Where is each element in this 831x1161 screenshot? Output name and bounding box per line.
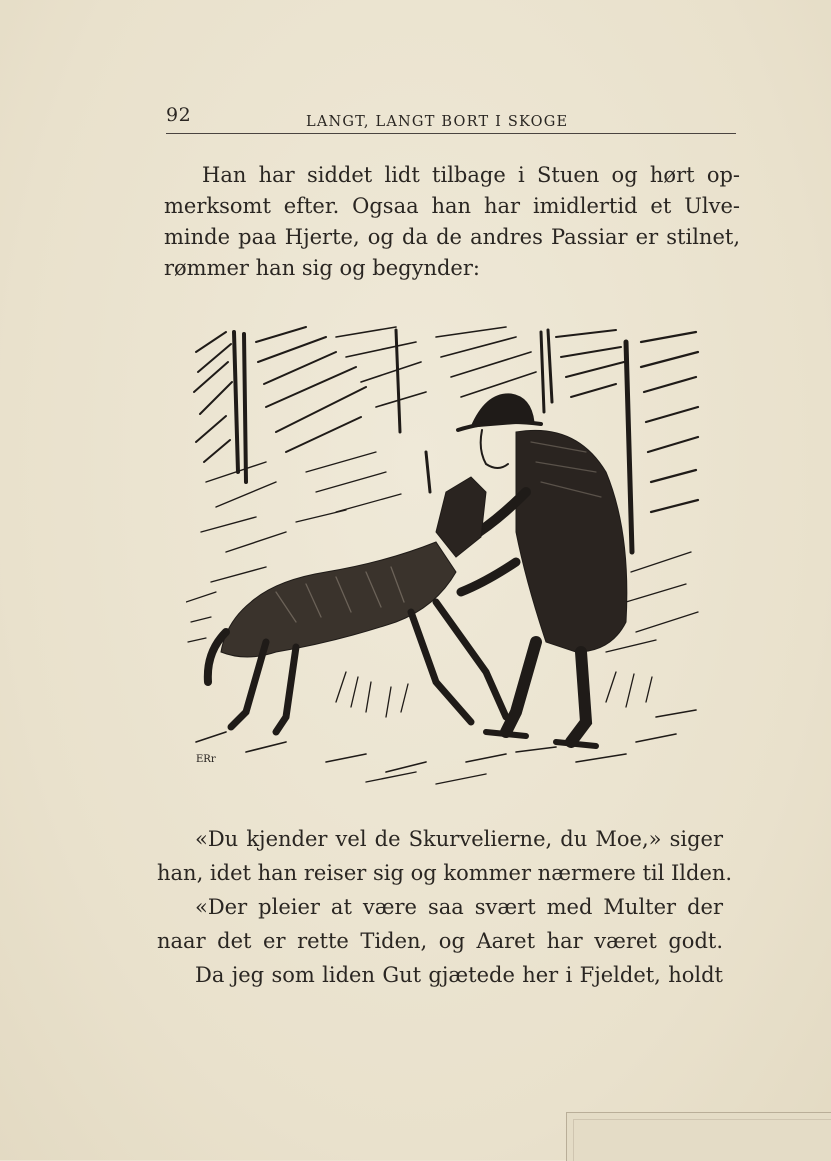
text-line: rømmer han sig og begynder: — [164, 256, 480, 280]
header-rule — [166, 133, 736, 134]
text-line: han, idet han reiser sig og kommer nærmere til Ilden. — [157, 861, 733, 885]
text-line: minde paa Hjerte, og da de andres Passiar er stilnet, — [164, 225, 740, 249]
text-line: Da jeg som liden Gut gjætede her i Fjeldet, holdt — [195, 963, 723, 987]
text-line: «Der pleier at være saa svært med Multer der — [195, 895, 723, 919]
man-figure — [458, 394, 627, 746]
page-header — [166, 104, 736, 134]
paragraph-bottom — [157, 822, 733, 992]
running-title: LANGT, LANGT BORT I SKOGE — [306, 114, 569, 130]
paragraph-top — [164, 160, 740, 284]
page-number: 92 — [166, 104, 192, 126]
artist-monogram: ERr — [196, 754, 216, 765]
wolf-dog — [208, 477, 506, 732]
text-line: merksomt efter. Ogsaa han har imidlertid et Ulve- — [164, 194, 740, 218]
text-line: «Du kjender vel de Skurvelierne, du Moe,» siger — [195, 827, 723, 851]
text-line: naar det er rette Tiden, og Aaret har været godt. — [157, 929, 723, 953]
text-line: Han har siddet lidt tilbage i Stuen og hørt op- — [202, 163, 740, 187]
scan-corner-mark — [566, 1112, 831, 1161]
illustration-man-with-wolf — [186, 322, 706, 792]
